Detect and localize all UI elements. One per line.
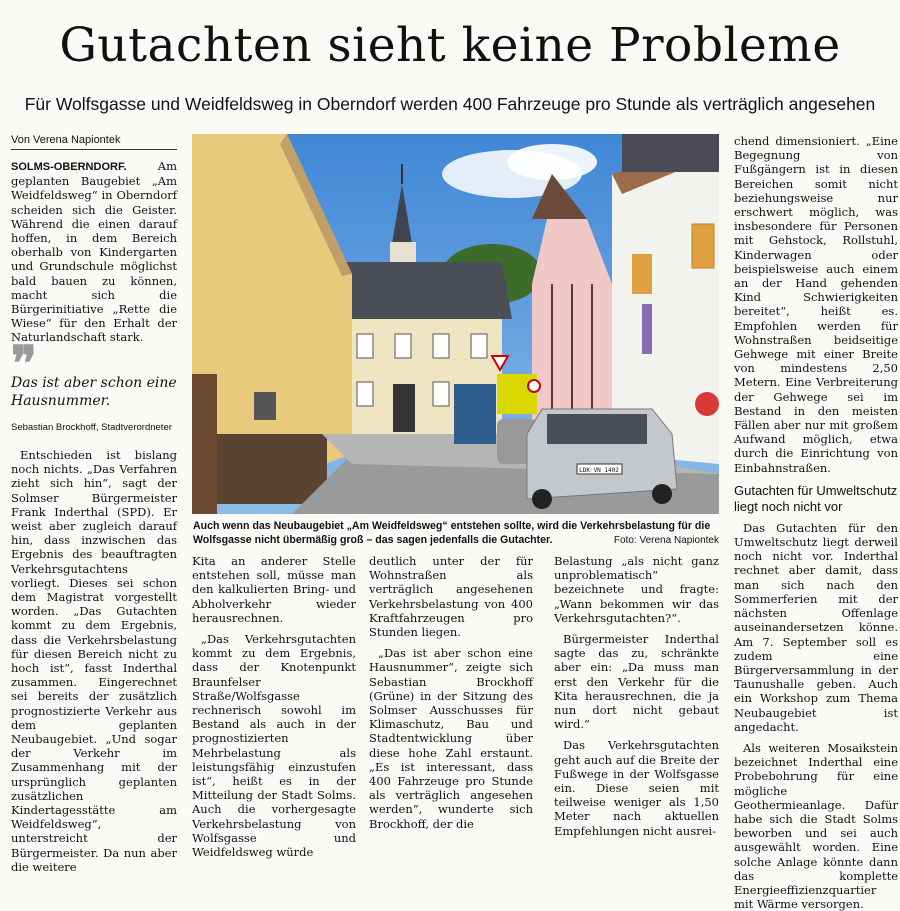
lead-text: Am geplanten Baugebiet „Am Weidfeldsweg“ in Oberndorf scheiden sich die Geister. Während die einen darauf hoffen, in dem Bereich oberhalb von Kindergarten und Grundschule möglichst bald bauen zu können, macht sich die Bürgerinitiative „Rette die Wiese“ für den Erhalt der Naturlandschaft stark.: [11, 159, 177, 345]
paragraph: chend dimensioniert. „Eine Begegnung von Fußgängern ist in diesen Bereichen somit nicht beziehungsweise nur erschwert möglich, was insbesondere für Personen mit Gehstock, Rollstuhl, Kinderwagen oder beispielsweise auch einem an der Hand gehenden Kind Schwierigkeiten bereitet“, heißt es. Empfohlen werden für Wohnstraßen beidseitige Gehwege mit einer Breite von mindestens 2,50 Metern. Eine Verbreiterung der Gehwege sei im Bestand in den meisten Fällen aber nur mit großem Aufwand möglich, etwa durch die Einrichtung von Einbahnstraßen.: [734, 134, 898, 475]
paragraph: Kita an anderer Stelle entstehen soll, müsse man den kalkulierten Bring- und Abholverkehr wieder herausrechnen.: [192, 554, 356, 625]
column-1-top: [11, 159, 177, 345]
section-subheading: Gutachten für Umweltschutz liegt noch nicht vor: [734, 482, 898, 514]
license-plate: LDK·VN 1402: [579, 467, 619, 474]
photo-credit: Foto: Verena Napiontek: [613, 534, 719, 546]
photo-caption: [193, 520, 719, 547]
column-2: [192, 554, 356, 860]
column-3: [369, 554, 533, 831]
subheadline: Für Wolfsgasse und Weidfeldsweg in Oberndorf werden 400 Fahrzeuge pro Stunde als verträglich angesehen: [24, 94, 876, 114]
street-scene-image: [192, 134, 719, 514]
pull-quote-author: Sebastian Brockhoff, Stadtverordneter: [11, 422, 172, 433]
paragraph: Entschieden ist bislang noch nichts. „Das Verfahren zieht sich hin“, sagt der Solmser Bürgermeister Frank Inderthal (SPD). Er weist aber zugleich darauf hin, dass inzwischen das Ergebnis des beauftragten Verkehrsgutachtens vorliegt. Dieses sei schon dem Magistrat vorgestellt worden. „Das Gutachten kommt zu dem Ergebnis, dass die Verkehrsbelastung für diesen Bereich nicht zu hoch ist“, fasst Inderthal zusammen. Eingerechnet sei bereits der zusätzlich prognostizierte Verkehr aus dem geplanten Neubaugebiet. „Und sogar der Verkehr im Zusammenhang mit der ursprünglich geplanten zusätzlichen Kindertagesstätte am Weidfeldsweg“, unterstreicht der Bürgermeister. Da nun aber die weitere: [11, 448, 177, 874]
column-5: [734, 134, 898, 911]
headline: Gutachten sieht keine Probleme: [59, 18, 841, 73]
paragraph: Das Gutachten für den Umweltschutz liegt derweil noch nicht vor. Inderthal rechnet aber damit, dass man sich nach den Sommerferien mit der nächsten Offenlage auseinandersetzen könne. Am 7. September soll es zudem eine Bürgerversammlung in der Taunushalle geben. Auch ein Workshop zum Thema Neubaugebiet ist angedacht.: [734, 520, 898, 734]
lead-paragraph: [11, 159, 177, 345]
paragraph: deutlich unter der für Wohnstraßen als verträglich angesehenen Verkehrsbelastung von 400 Kraftfahrzeugen pro Stunden liegen.: [369, 554, 533, 640]
paragraph: Das Verkehrsgutachten geht auch auf die Breite der Fußwege in der Wolfsgasse ein. Diese seien mit teilweise weniger als 1,50 Meter nach aktuellen Empfehlungen nicht ausrei-: [554, 738, 719, 838]
dateline: SOLMS-OBERNDORF.: [11, 161, 127, 173]
byline: Von Verena Napiontek: [11, 134, 177, 150]
column-1-bottom: [11, 448, 177, 874]
paragraph: „Das Verkehrsgutachten kommt zu dem Ergebnis, dass der Knotenpunkt Braunfelser Straße/Wolfsgasse rechnerisch sowohl im Bestand als auch in der prognostizierten Mehrbelastung als leistungsfähig einzustufen ist“, heißt es in der Mitteilung der Stadt Solms. Auch die vorhergesagte Verkehrsbelastung von Wolfsgasse und Weidfeldsweg würde: [192, 632, 356, 860]
column-4: [554, 554, 719, 838]
paragraph: Als weiteren Mosaikstein bezeichnet Inderthal eine Probebohrung für eine mögliche Geothermieanlage. Dafür habe sich die Stadt Solms beworben und sei auch ausgewählt worden. Eine solche Anlage könnte dann das komplette Energieeffizienzquartier mit Wärme versorgen.: [734, 740, 898, 911]
paragraph: Belastung „als nicht ganz unproblematisch“ bezeichnete und fragte: „Wann bekommen wir das Verkehrsgutachten?“.: [554, 554, 719, 625]
pull-quote: Das ist aber schon eine Hausnummer.: [11, 375, 177, 409]
caption-text: Auch wenn das Neubaugebiet „Am Weidfeldsweg“ entstehen sollte, wird die Verkehrsbelastung für die Wolfsgasse nicht übermäßig groß – das sagen jedenfalls die Gutachter.: [193, 520, 711, 546]
quote-mark-icon: ❞: [11, 336, 37, 392]
paragraph: Bürgermeister Inderthal sagte das zu, schränkte aber ein: „Da muss man erst den Verkehr für die Kita herausrechnen, die ja nun dort nicht gebaut wird.“: [554, 632, 719, 732]
article-photo: [192, 134, 719, 514]
paragraph: „Das ist aber schon eine Hausnummer“, zeigte sich Sebastian Brockhoff (Grüne) in der Sitzung des Solmser Ausschusses für Klimaschutz, Bau und Stadtentwicklung über diese hohe Zahl erstaunt. „Es ist interessant, dass 400 Fahrzeuge pro Stunde als verträglich angesehen werden“, wunderte sich Brockhoff, der die: [369, 646, 533, 831]
